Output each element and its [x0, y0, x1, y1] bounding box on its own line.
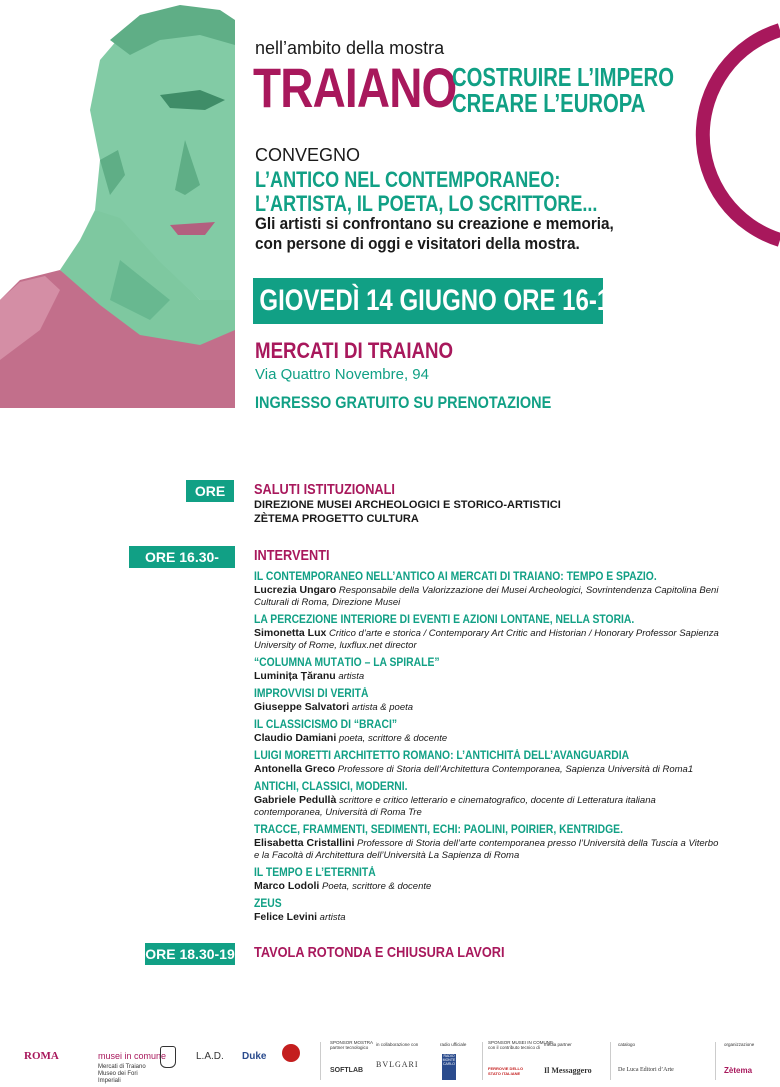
talk-item	[254, 823, 724, 862]
talk-speaker-line	[254, 794, 724, 819]
time-badge-s2: ORE 16.30-18.30	[129, 546, 235, 568]
tagline-line-1: COSTRUIRE L’IMPERO	[452, 62, 674, 92]
entry-info: INGRESSO GRATUITO SU PRENOTAZIONE	[255, 393, 552, 412]
convegno-title	[255, 168, 597, 216]
talk-item	[254, 570, 724, 609]
talk-item	[254, 687, 724, 714]
speaker-name: Simonetta Lux	[254, 627, 327, 639]
talk-speaker-line	[254, 584, 724, 609]
speaker-role: artista	[319, 912, 346, 923]
partner-tecnologico-label: partner tecnologico	[330, 1045, 369, 1050]
radio-ufficiale-label: radio ufficiale	[440, 1042, 467, 1047]
venue-address: Via Quattro Novembre, 94	[255, 366, 429, 383]
exhibition-tagline	[452, 64, 674, 116]
speaker-name: Gabriele Pedullà	[254, 794, 337, 806]
convegno-desc-line-1: Gli artisti si confrontano su creazione e memoria,	[255, 214, 614, 233]
talk-title: IL CLASSICISMO DI “BRACI”	[254, 719, 398, 731]
date-banner	[253, 278, 624, 324]
speaker-role: Professore di Storia dell’arte contemporanea presso l’Università della Tuscia a Viterbo e la Facoltà di Architettura dell’Università La Sapienza di Roma	[254, 838, 719, 861]
convegno-desc-line-2: con persone di oggi e visitatori della mostra.	[255, 234, 580, 253]
trajan-portrait-image	[0, 0, 235, 408]
speaker-name: Felice Levini	[254, 911, 318, 923]
exhibition-title: TRAIANO	[253, 56, 457, 119]
mercati-logo: Mercati di Traiano Museo dei Fori Imperiali	[98, 1064, 146, 1084]
section-title-s1: SALUTI ISTITUZIONALI	[254, 481, 395, 498]
crest-icon	[160, 1046, 176, 1068]
venue-name: MERCATI DI TRAIANO	[255, 338, 454, 363]
talk-title: LA PERCEZIONE INTERIORE DI EVENTI E AZIONI LONTANE, NELLA STORIA.	[254, 614, 635, 626]
academy-icon	[282, 1044, 300, 1062]
collaborazione-label: in collaborazione con	[376, 1042, 419, 1047]
bulgari-logo: BVLGARI	[376, 1060, 419, 1069]
talk-speaker-line	[254, 627, 724, 652]
messaggero-logo: Il Messaggero	[544, 1066, 592, 1075]
speaker-name: Claudio Damiani	[254, 732, 337, 744]
duke-logo: Duke	[242, 1051, 267, 1062]
zetema-logo: Zètema	[724, 1066, 753, 1075]
footer-divider-4	[715, 1042, 716, 1080]
speaker-role: Poeta, scrittore & docente	[321, 881, 432, 892]
speaker-role: Professore di Storia dell’Architettura Contemporanea, Sapienza Università di Roma1	[337, 764, 694, 775]
deluca-logo: De Luca Editori d’Arte	[618, 1067, 674, 1073]
talk-list	[254, 570, 724, 928]
section-title-s3: TAVOLA ROTONDA E CHIUSURA LAVORI	[254, 944, 505, 961]
talk-speaker-line	[254, 880, 724, 893]
speaker-name: Lucrezia Ungaro	[254, 584, 337, 596]
time-badge-s1: ORE 16	[186, 480, 234, 502]
ferrovie-logo: FERROVIE DELLO STATO ITALIANE	[488, 1066, 524, 1076]
talk-item	[254, 718, 724, 745]
decorative-arc	[680, 20, 780, 250]
section-org-2: ZÈTEMA PROGETTO CULTURA	[254, 513, 419, 525]
convegno-title-line-1: L’ANTICO NEL CONTEMPORANEO:	[255, 167, 561, 192]
tagline-line-2: CREARE L’EUROPA	[452, 88, 646, 118]
roma-logo: ROMA	[24, 1050, 59, 1062]
section-org-1: DIREZIONE MUSEI ARCHEOLOGICI E STORICO-ARTISTICI	[254, 499, 561, 511]
speaker-role: Responsabile della Valorizzazione dei Musei Archeologici, Sovrintendenza Capitolina Beni Culturali di Roma, Direzione Musei	[254, 585, 719, 608]
time-badge-s3: ORE 18.30-19	[145, 943, 235, 965]
talk-item	[254, 866, 724, 893]
talk-item	[254, 749, 724, 776]
talk-title: ZEUS	[254, 898, 282, 910]
footer-divider-3	[610, 1042, 611, 1080]
sponsor-mostra-labels	[330, 1040, 373, 1050]
section-title-s2: INTERVENTI	[254, 547, 330, 564]
talk-item	[254, 656, 724, 683]
talk-title: ANTICHI, CLASSICI, MODERNI.	[254, 781, 408, 793]
convegno-description	[255, 214, 614, 254]
convegno-title-line-2: L’ARTISTA, IL POETA, LO SCRITTORE...	[255, 191, 598, 216]
sponsor-footer	[20, 1040, 765, 1084]
talk-title: IMPROVVISI DI VERITÀ	[254, 688, 369, 700]
media-partner-label: media partner	[544, 1042, 572, 1047]
footer-divider	[320, 1042, 321, 1080]
talk-title: IL CONTEMPORANEO NELL’ANTICO AI MERCATI DI TRAIANO: TEMPO E SPAZIO.	[254, 571, 657, 583]
talk-item	[254, 897, 724, 924]
contributo-label: con il contributo tecnico di	[488, 1045, 540, 1050]
talk-item	[254, 613, 724, 652]
talk-speaker-line	[254, 732, 724, 745]
softlab-logo: SOFTLAB	[330, 1067, 364, 1074]
convegno-label: CONVEGNO	[255, 145, 361, 165]
talk-speaker-line	[254, 911, 724, 924]
talk-speaker-line	[254, 701, 724, 714]
radio-logo: RADIO MONTE CARLO	[442, 1054, 456, 1080]
speaker-name: Elisabetta Cristallini	[254, 837, 355, 849]
intro-text: nell’ambito della mostra	[255, 38, 445, 58]
speaker-name: Luminița Țăranu	[254, 670, 336, 682]
talk-title: IL TEMPO E L’ETERNITÀ	[254, 867, 376, 879]
talk-speaker-line	[254, 837, 724, 862]
speaker-role: poeta, scrittore & docente	[338, 733, 448, 744]
sponsor-mostra-label: SPONSOR MOSTRA	[330, 1040, 374, 1045]
footer-divider-2	[482, 1042, 483, 1080]
sponsor-musei-label: SPONSOR MUSEI IN COMUNE	[488, 1040, 554, 1045]
speaker-role: Critico d’arte e storica / Contemporary Art Critic and Historian / Honorary Professor Sapienza University of Rome, luxflux.net director	[254, 628, 719, 651]
event-date: GIOVEDÌ 14 GIUGNO ORE 16-19	[259, 284, 624, 317]
speaker-role: artista & poeta	[351, 702, 414, 713]
talk-item	[254, 780, 724, 819]
catalogo-label: catalogo	[618, 1042, 636, 1047]
speaker-name: Giuseppe Salvatori	[254, 701, 350, 713]
organizzazione-label: organizzazione	[724, 1042, 755, 1047]
musei-logo: musei in comune	[98, 1051, 167, 1061]
speaker-name: Antonella Greco	[254, 763, 336, 775]
talk-title: “COLUMNA MUTĀTIO – LA SPIRALE”	[254, 657, 440, 669]
speaker-role: scrittore e critico letterario e cinematografico, docente di Letteratura italiana contemporanea, Università di Roma Tre	[254, 795, 656, 818]
talk-speaker-line	[254, 763, 724, 776]
speaker-role: artista	[338, 671, 365, 682]
talk-speaker-line	[254, 670, 724, 683]
talk-title: TRACCE, FRAMMENTI, SEDIMENTI, ECHI: PAOLINI, POIRIER, KENTRIDGE.	[254, 824, 623, 836]
speaker-name: Marco Lodoli	[254, 880, 320, 892]
talk-title: LUIGI MORETTI ARCHITETTO ROMANO: L’ANTICHITÀ DELL’AVANGUARDIA	[254, 750, 630, 762]
lad-logo: L.A.D.	[196, 1051, 224, 1062]
